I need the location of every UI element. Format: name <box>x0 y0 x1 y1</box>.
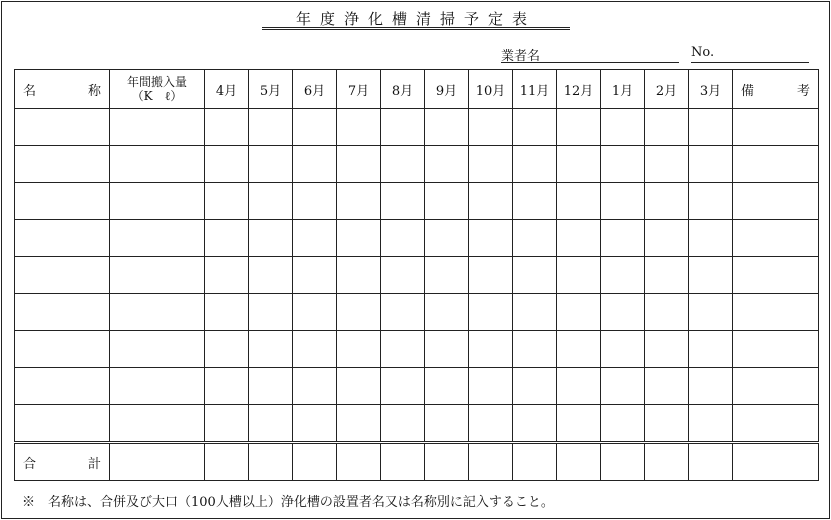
entry-cell[interactable] <box>110 109 205 146</box>
entry-cell[interactable] <box>601 294 645 331</box>
entry-cell[interactable] <box>425 183 469 220</box>
entry-cell[interactable] <box>205 257 249 294</box>
entry-cell[interactable] <box>557 109 601 146</box>
entry-cell[interactable] <box>110 257 205 294</box>
total-label-char1: 合 <box>23 456 37 472</box>
vendor-name-field[interactable] <box>501 62 679 63</box>
total-cell[interactable] <box>469 443 513 481</box>
entry-cell[interactable] <box>645 368 689 405</box>
entry-cell[interactable] <box>249 146 293 183</box>
entry-cell[interactable] <box>557 183 601 220</box>
entry-cell[interactable] <box>293 109 337 146</box>
entry-cell[interactable] <box>469 146 513 183</box>
entry-cell[interactable] <box>469 405 513 443</box>
entry-cell[interactable] <box>205 183 249 220</box>
total-cell[interactable] <box>425 443 469 481</box>
header-month: 11月 <box>513 70 557 109</box>
header-month: 12月 <box>557 70 601 109</box>
total-cell[interactable] <box>110 443 205 481</box>
entry-cell[interactable] <box>381 183 425 220</box>
entry-cell[interactable] <box>381 368 425 405</box>
entry-cell[interactable] <box>205 294 249 331</box>
header-annual-line1: 年間搬入量 <box>126 75 187 89</box>
entry-cell[interactable] <box>425 368 469 405</box>
entry-cell[interactable] <box>110 294 205 331</box>
entry-cell[interactable] <box>425 146 469 183</box>
entry-cell[interactable] <box>425 109 469 146</box>
entry-cell[interactable] <box>205 405 249 443</box>
entry-cell[interactable] <box>645 183 689 220</box>
entry-cell[interactable] <box>469 294 513 331</box>
entry-cell[interactable] <box>689 146 733 183</box>
form-title: 年度浄化槽清掃予定表 <box>295 10 536 28</box>
entry-cell[interactable] <box>733 146 819 183</box>
entry-cell[interactable] <box>557 257 601 294</box>
entry-cell[interactable] <box>381 146 425 183</box>
entry-cell[interactable] <box>601 405 645 443</box>
header-month: 8月 <box>381 70 425 109</box>
header-name-char1: 名 <box>23 83 37 99</box>
entry-cell[interactable] <box>733 294 819 331</box>
entry-cell[interactable] <box>381 294 425 331</box>
entry-cell[interactable] <box>733 331 819 368</box>
entry-cell[interactable] <box>249 405 293 443</box>
total-cell[interactable] <box>557 443 601 481</box>
entry-cell[interactable] <box>689 294 733 331</box>
header-annual-volume <box>110 70 205 109</box>
header-month: 7月 <box>337 70 381 109</box>
entry-cell[interactable] <box>469 183 513 220</box>
entry-cell[interactable] <box>689 257 733 294</box>
table-row <box>15 220 819 257</box>
entry-cell[interactable] <box>337 294 381 331</box>
total-cell[interactable] <box>205 443 249 481</box>
entry-cell[interactable] <box>601 220 645 257</box>
entry-cell[interactable] <box>15 183 110 220</box>
table-row <box>15 405 819 443</box>
header-row <box>15 70 819 109</box>
entry-cell[interactable] <box>293 331 337 368</box>
entry-cell[interactable] <box>205 146 249 183</box>
entry-cell[interactable] <box>689 220 733 257</box>
entry-cell[interactable] <box>689 331 733 368</box>
entry-cell[interactable] <box>557 220 601 257</box>
entry-cell[interactable] <box>733 109 819 146</box>
entry-cell[interactable] <box>645 294 689 331</box>
table-row <box>15 183 819 220</box>
table-row <box>15 257 819 294</box>
entry-cell[interactable] <box>249 220 293 257</box>
entry-cell[interactable] <box>425 294 469 331</box>
entry-cell[interactable] <box>425 220 469 257</box>
entry-cell[interactable] <box>469 257 513 294</box>
entry-cell[interactable] <box>293 368 337 405</box>
entry-cell[interactable] <box>337 146 381 183</box>
entry-cell[interactable] <box>249 109 293 146</box>
total-cell[interactable] <box>645 443 689 481</box>
entry-cell[interactable] <box>249 294 293 331</box>
entry-cell[interactable] <box>337 331 381 368</box>
title-underline <box>262 27 570 28</box>
entry-cell[interactable] <box>337 109 381 146</box>
entry-cell[interactable] <box>469 220 513 257</box>
entry-cell[interactable] <box>249 257 293 294</box>
entry-cell[interactable] <box>381 405 425 443</box>
entry-cell[interactable] <box>381 220 425 257</box>
entry-cell[interactable] <box>513 405 557 443</box>
total-cell[interactable] <box>293 443 337 481</box>
entry-cell[interactable] <box>249 331 293 368</box>
total-cell[interactable] <box>689 443 733 481</box>
entry-cell[interactable] <box>249 368 293 405</box>
total-cell[interactable] <box>249 443 293 481</box>
entry-cell[interactable] <box>110 146 205 183</box>
header-month: 3月 <box>689 70 733 109</box>
entry-cell[interactable] <box>15 368 110 405</box>
entry-cell[interactable] <box>293 405 337 443</box>
vendor-name-label: 業者名 <box>501 49 541 64</box>
entry-cell[interactable] <box>293 220 337 257</box>
entry-cell[interactable] <box>110 331 205 368</box>
total-cell[interactable] <box>337 443 381 481</box>
entry-cell[interactable] <box>733 183 819 220</box>
total-cell[interactable] <box>513 443 557 481</box>
total-row <box>15 443 819 481</box>
entry-cell[interactable] <box>425 257 469 294</box>
entry-cell[interactable] <box>513 294 557 331</box>
entry-cell[interactable] <box>601 146 645 183</box>
entry-cell[interactable] <box>689 368 733 405</box>
number-label: No. <box>691 45 715 60</box>
entry-cell[interactable] <box>249 183 293 220</box>
table-row <box>15 331 819 368</box>
entry-cell[interactable] <box>293 257 337 294</box>
header-name <box>15 70 110 109</box>
header-annual-line2: （K ℓ） <box>131 89 183 103</box>
header-month: 6月 <box>293 70 337 109</box>
entry-cell[interactable] <box>557 405 601 443</box>
header-remarks-char2: 考 <box>796 83 810 99</box>
entry-cell[interactable] <box>15 146 110 183</box>
entry-cell[interactable] <box>645 257 689 294</box>
entry-cell[interactable] <box>15 109 110 146</box>
entry-cell[interactable] <box>557 331 601 368</box>
header-month: 10月 <box>469 70 513 109</box>
title-underline-double <box>262 29 570 30</box>
entry-cell[interactable] <box>513 109 557 146</box>
entry-cell[interactable] <box>425 331 469 368</box>
entry-cell[interactable] <box>733 257 819 294</box>
header-remarks-char1: 備 <box>741 83 755 99</box>
entry-cell[interactable] <box>15 257 110 294</box>
entry-cell[interactable] <box>513 331 557 368</box>
schedule-table <box>14 69 819 481</box>
total-label-char2: 計 <box>87 456 101 472</box>
entry-cell[interactable] <box>513 220 557 257</box>
entry-cell[interactable] <box>733 220 819 257</box>
entry-cell[interactable] <box>689 109 733 146</box>
entry-cell[interactable] <box>733 405 819 443</box>
entry-cell[interactable] <box>601 368 645 405</box>
entry-cell[interactable] <box>381 109 425 146</box>
entry-cell[interactable] <box>205 109 249 146</box>
entry-cell[interactable] <box>645 109 689 146</box>
header-month: 1月 <box>601 70 645 109</box>
header-month: 4月 <box>205 70 249 109</box>
table-row <box>15 368 819 405</box>
entry-cell[interactable] <box>293 294 337 331</box>
entry-cell[interactable] <box>601 183 645 220</box>
entry-cell[interactable] <box>601 331 645 368</box>
table-row <box>15 294 819 331</box>
entry-cell[interactable] <box>337 257 381 294</box>
entry-cell[interactable] <box>469 109 513 146</box>
entry-cell[interactable] <box>337 405 381 443</box>
header-remarks <box>733 70 819 109</box>
entry-cell[interactable] <box>15 294 110 331</box>
entry-cell[interactable] <box>689 183 733 220</box>
entry-cell[interactable] <box>381 331 425 368</box>
table-row <box>15 146 819 183</box>
total-cell[interactable] <box>733 443 819 481</box>
entry-cell[interactable] <box>110 405 205 443</box>
entry-cell[interactable] <box>689 405 733 443</box>
entry-cell[interactable] <box>293 183 337 220</box>
total-cell[interactable] <box>601 443 645 481</box>
footnote: ※ 名称は、合併及び大口（100人槽以上）浄化槽の設置者名又は名称別に記入すること。 <box>22 495 554 510</box>
entry-cell[interactable] <box>469 331 513 368</box>
entry-cell[interactable] <box>205 331 249 368</box>
entry-cell[interactable] <box>205 368 249 405</box>
entry-cell[interactable] <box>513 368 557 405</box>
entry-cell[interactable] <box>381 257 425 294</box>
entry-cell[interactable] <box>425 405 469 443</box>
entry-cell[interactable] <box>15 220 110 257</box>
entry-cell[interactable] <box>110 368 205 405</box>
number-field[interactable] <box>691 62 809 63</box>
entry-cell[interactable] <box>337 183 381 220</box>
entry-cell[interactable] <box>110 220 205 257</box>
entry-cell[interactable] <box>15 405 110 443</box>
header-month: 2月 <box>645 70 689 109</box>
entry-cell[interactable] <box>733 368 819 405</box>
entry-cell[interactable] <box>645 405 689 443</box>
entry-cell[interactable] <box>469 368 513 405</box>
entry-cell[interactable] <box>645 146 689 183</box>
table-row <box>15 109 819 146</box>
entry-cell[interactable] <box>337 368 381 405</box>
entry-cell[interactable] <box>337 220 381 257</box>
header-month: 9月 <box>425 70 469 109</box>
header-month: 5月 <box>249 70 293 109</box>
entry-cell[interactable] <box>15 331 110 368</box>
total-label <box>15 443 110 481</box>
entry-cell[interactable] <box>645 331 689 368</box>
header-name-char2: 称 <box>87 83 101 99</box>
entry-cell[interactable] <box>645 220 689 257</box>
entry-cell[interactable] <box>205 220 249 257</box>
entry-cell[interactable] <box>513 146 557 183</box>
entry-cell[interactable] <box>601 257 645 294</box>
entry-cell[interactable] <box>601 109 645 146</box>
entry-cell[interactable] <box>110 183 205 220</box>
entry-cell[interactable] <box>557 146 601 183</box>
entry-cell[interactable] <box>293 146 337 183</box>
total-cell[interactable] <box>381 443 425 481</box>
entry-cell[interactable] <box>557 368 601 405</box>
entry-cell[interactable] <box>513 257 557 294</box>
entry-cell[interactable] <box>513 183 557 220</box>
entry-cell[interactable] <box>557 294 601 331</box>
